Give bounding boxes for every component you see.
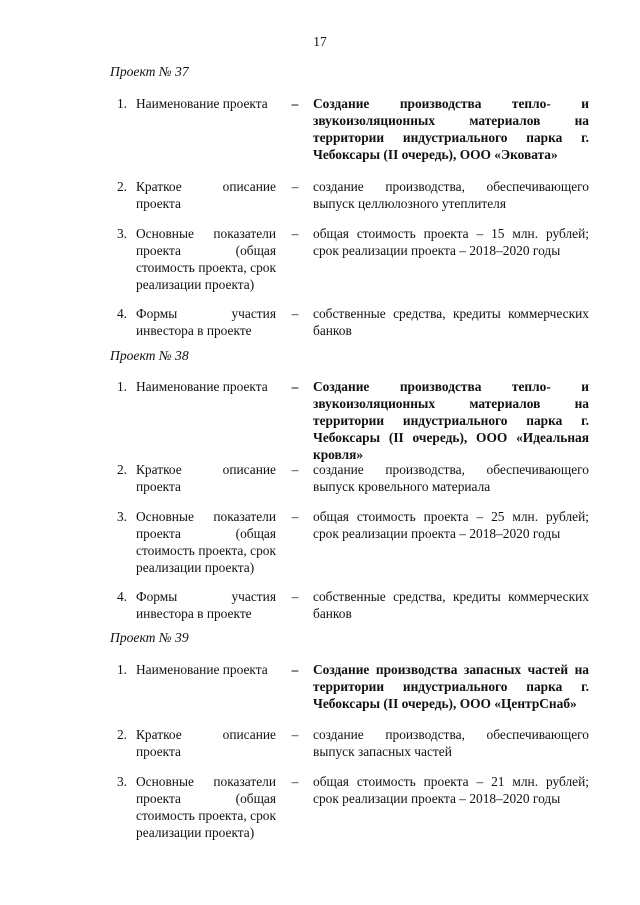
page-number: 17 [313, 34, 327, 49]
row-value: общая стоимость проекта – 21 млн. рублей; срок реализации проекта – 2018–2020 годы [313, 774, 589, 806]
row-label: Краткое описание проекта [136, 462, 276, 494]
row-dash: – [291, 727, 299, 742]
row-value: создание производства, обеспечивающего выпуск кровельного материала [313, 462, 589, 494]
row-label: Наименование проекта [136, 662, 268, 677]
row-number: 3. [116, 509, 127, 524]
row-label: Краткое описание проекта [136, 727, 276, 759]
row-value: Создание производства тепло- и звукоизоляционных материалов на территории индустриального парка г. Чебоксары (II очередь), ООО «Эковата» [313, 96, 589, 162]
row-dash: – [291, 306, 299, 321]
row-dash: – [291, 96, 299, 111]
row-value: создание производства, обеспечивающего выпуск запасных частей [313, 727, 589, 759]
row-number: 1. [116, 379, 127, 394]
row-dash: – [291, 226, 299, 241]
row-dash: – [291, 774, 299, 789]
row-dash: – [291, 662, 299, 677]
row-number: 4. [116, 589, 127, 604]
row-label: Наименование проекта [136, 379, 268, 394]
row-label: Наименование проекта [136, 96, 268, 111]
row-dash: – [291, 379, 299, 394]
row-value: общая стоимость проекта – 15 млн. рублей; срок реализации проекта – 2018–2020 годы [313, 226, 589, 258]
row-number: 1. [116, 662, 127, 677]
row-dash: – [291, 462, 299, 477]
project-title: Проект № 39 [110, 630, 189, 645]
row-value: собственные средства, кредиты коммерческих банков [313, 589, 589, 621]
row-dash: – [291, 589, 299, 604]
row-value: создание производства, обеспечивающего выпуск целлюлозного утеплителя [313, 179, 589, 211]
row-label: Формы участия инвестора в проекте [136, 306, 276, 338]
row-number: 2. [116, 179, 127, 194]
row-value: общая стоимость проекта – 25 млн. рублей; срок реализации проекта – 2018–2020 годы [313, 509, 589, 541]
row-dash: – [291, 509, 299, 524]
row-number: 1. [116, 96, 127, 111]
row-dash: – [291, 179, 299, 194]
row-label: Основные показатели проекта (общая стоимость проекта, срок реализации проекта) [136, 226, 276, 292]
row-number: 4. [116, 306, 127, 321]
row-value: Создание производства запасных частей на территории индустриального парка г. Чебоксары (II очередь), ООО «ЦентрСнаб» [313, 662, 589, 711]
row-label: Формы участия инвестора в проекте [136, 589, 276, 621]
project-title: Проект № 38 [110, 348, 189, 363]
row-number: 3. [116, 774, 127, 789]
project-title: Проект № 37 [110, 64, 189, 79]
row-number: 2. [116, 727, 127, 742]
row-label: Основные показатели проекта (общая стоимость проекта, срок реализации проекта) [136, 774, 276, 840]
row-number: 2. [116, 462, 127, 477]
row-value: Создание производства тепло- и звукоизоляционных материалов на территории индустриального парка г. Чебоксары (II очередь), ООО «Идеальная кровля» [313, 379, 589, 462]
row-number: 3. [116, 226, 127, 241]
row-label: Краткое описание проекта [136, 179, 276, 211]
row-label: Основные показатели проекта (общая стоимость проекта, срок реализации проекта) [136, 509, 276, 575]
row-value: собственные средства, кредиты коммерческих банков [313, 306, 589, 338]
